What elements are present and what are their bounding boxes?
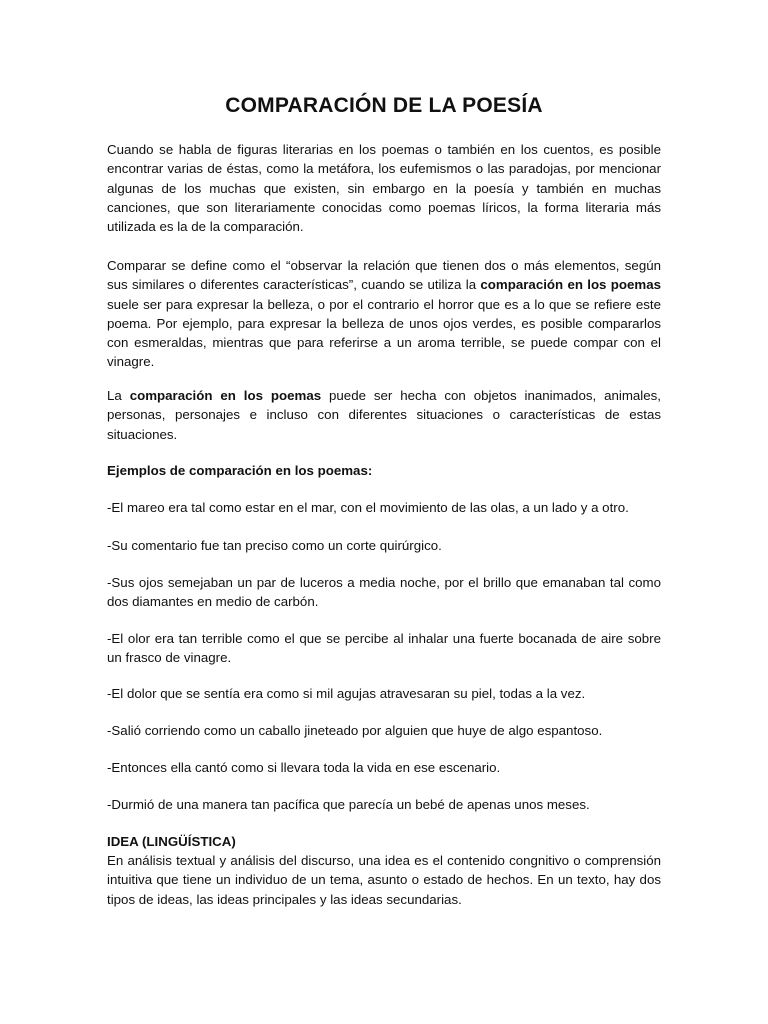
idea-heading [107,832,661,851]
paragraph-definition-bold: comparación en los poemas [480,277,661,293]
paragraph-types-text-a: La [107,388,130,403]
examples-heading-text: Ejemplos de comparación en los poemas: [107,463,373,478]
example-item: -El mareo era tal como estar en el mar, con el movimiento de las olas, a un lado y a otro. [107,500,629,515]
paragraph-intro: Cuando se habla de figuras literarias en los poemas o también en los cuentos, es posible encontrar varias de éstas, como la metáfora, los eufemismos o las paradojas, por mencionar algunas de los muchas que existen, sin embargo en la poesía y también en muchas canciones, que son literariamente conocidas como poemas líricos, la forma literaria más utilizada es la de la comparación. [107,142,661,235]
paragraph-types-bold: comparación en los poemas [129,388,322,403]
paragraph-types-text-c: puede ser hecha con objetos inanimados, animales, personas, personajes e incluso con diferentes situaciones o características de estas situaciones. [107,388,661,442]
example-item: -Su comentario fue tan preciso como un corte quirúrgico. [107,538,442,553]
example-item: -Sus ojos semejaban un par de luceros a media noche, por el brillo que emanaban tal como dos diamantes en medio de carbón. [107,575,661,610]
example-item: -Entonces ella cantó como si llevara toda la vida en ese escenario. [107,760,501,775]
paragraph-definition-text-a: Comparar se define como el “observar la relación que tienen dos o más elementos, según sus similares o diferentes características”, cuando se utiliza la [107,258,661,293]
example-item: -Durmió de una manera tan pacífica que parecía un bebé de apenas unos meses. [107,797,590,812]
example-item: -El dolor que se sentía era como si mil agujas atravesaran su piel, todas a la vez. [107,686,586,701]
example-item: -Salió corriendo como un caballo jineteado por alguien que huye de algo espantoso. [107,723,603,738]
idea-heading-text: IDEA (LINGÜÍSTICA) [107,834,236,849]
document-title: COMPARACIÓN DE LA POESÍA [225,94,543,117]
idea-paragraph: En análisis textual y análisis del discurso, una idea es el contenido congnitivo o comprensión intuitiva que tiene un individuo de un tema, asunto o estado de hechos. En un texto, hay dos tipos de ideas, las ideas principales y las ideas secundarias. [107,853,661,907]
paragraph-types [107,386,661,444]
paragraph-definition-text-c: suele ser para expresar la belleza, o por el contrario el horror que es a lo que se refiere este poema. Por ejemplo, para expresar la belleza de unos ojos verdes, es posible compararlos con esmeraldas, mientras que para referirse a un aroma terrible, se puede compar con el vinagre. [107,296,661,370]
paragraph-definition [107,256,661,372]
examples-heading [107,461,661,480]
example-item: -El olor era tan terrible como el que se percibe al inhalar una fuerte bocanada de aire sobre un frasco de vinagre. [107,631,661,666]
